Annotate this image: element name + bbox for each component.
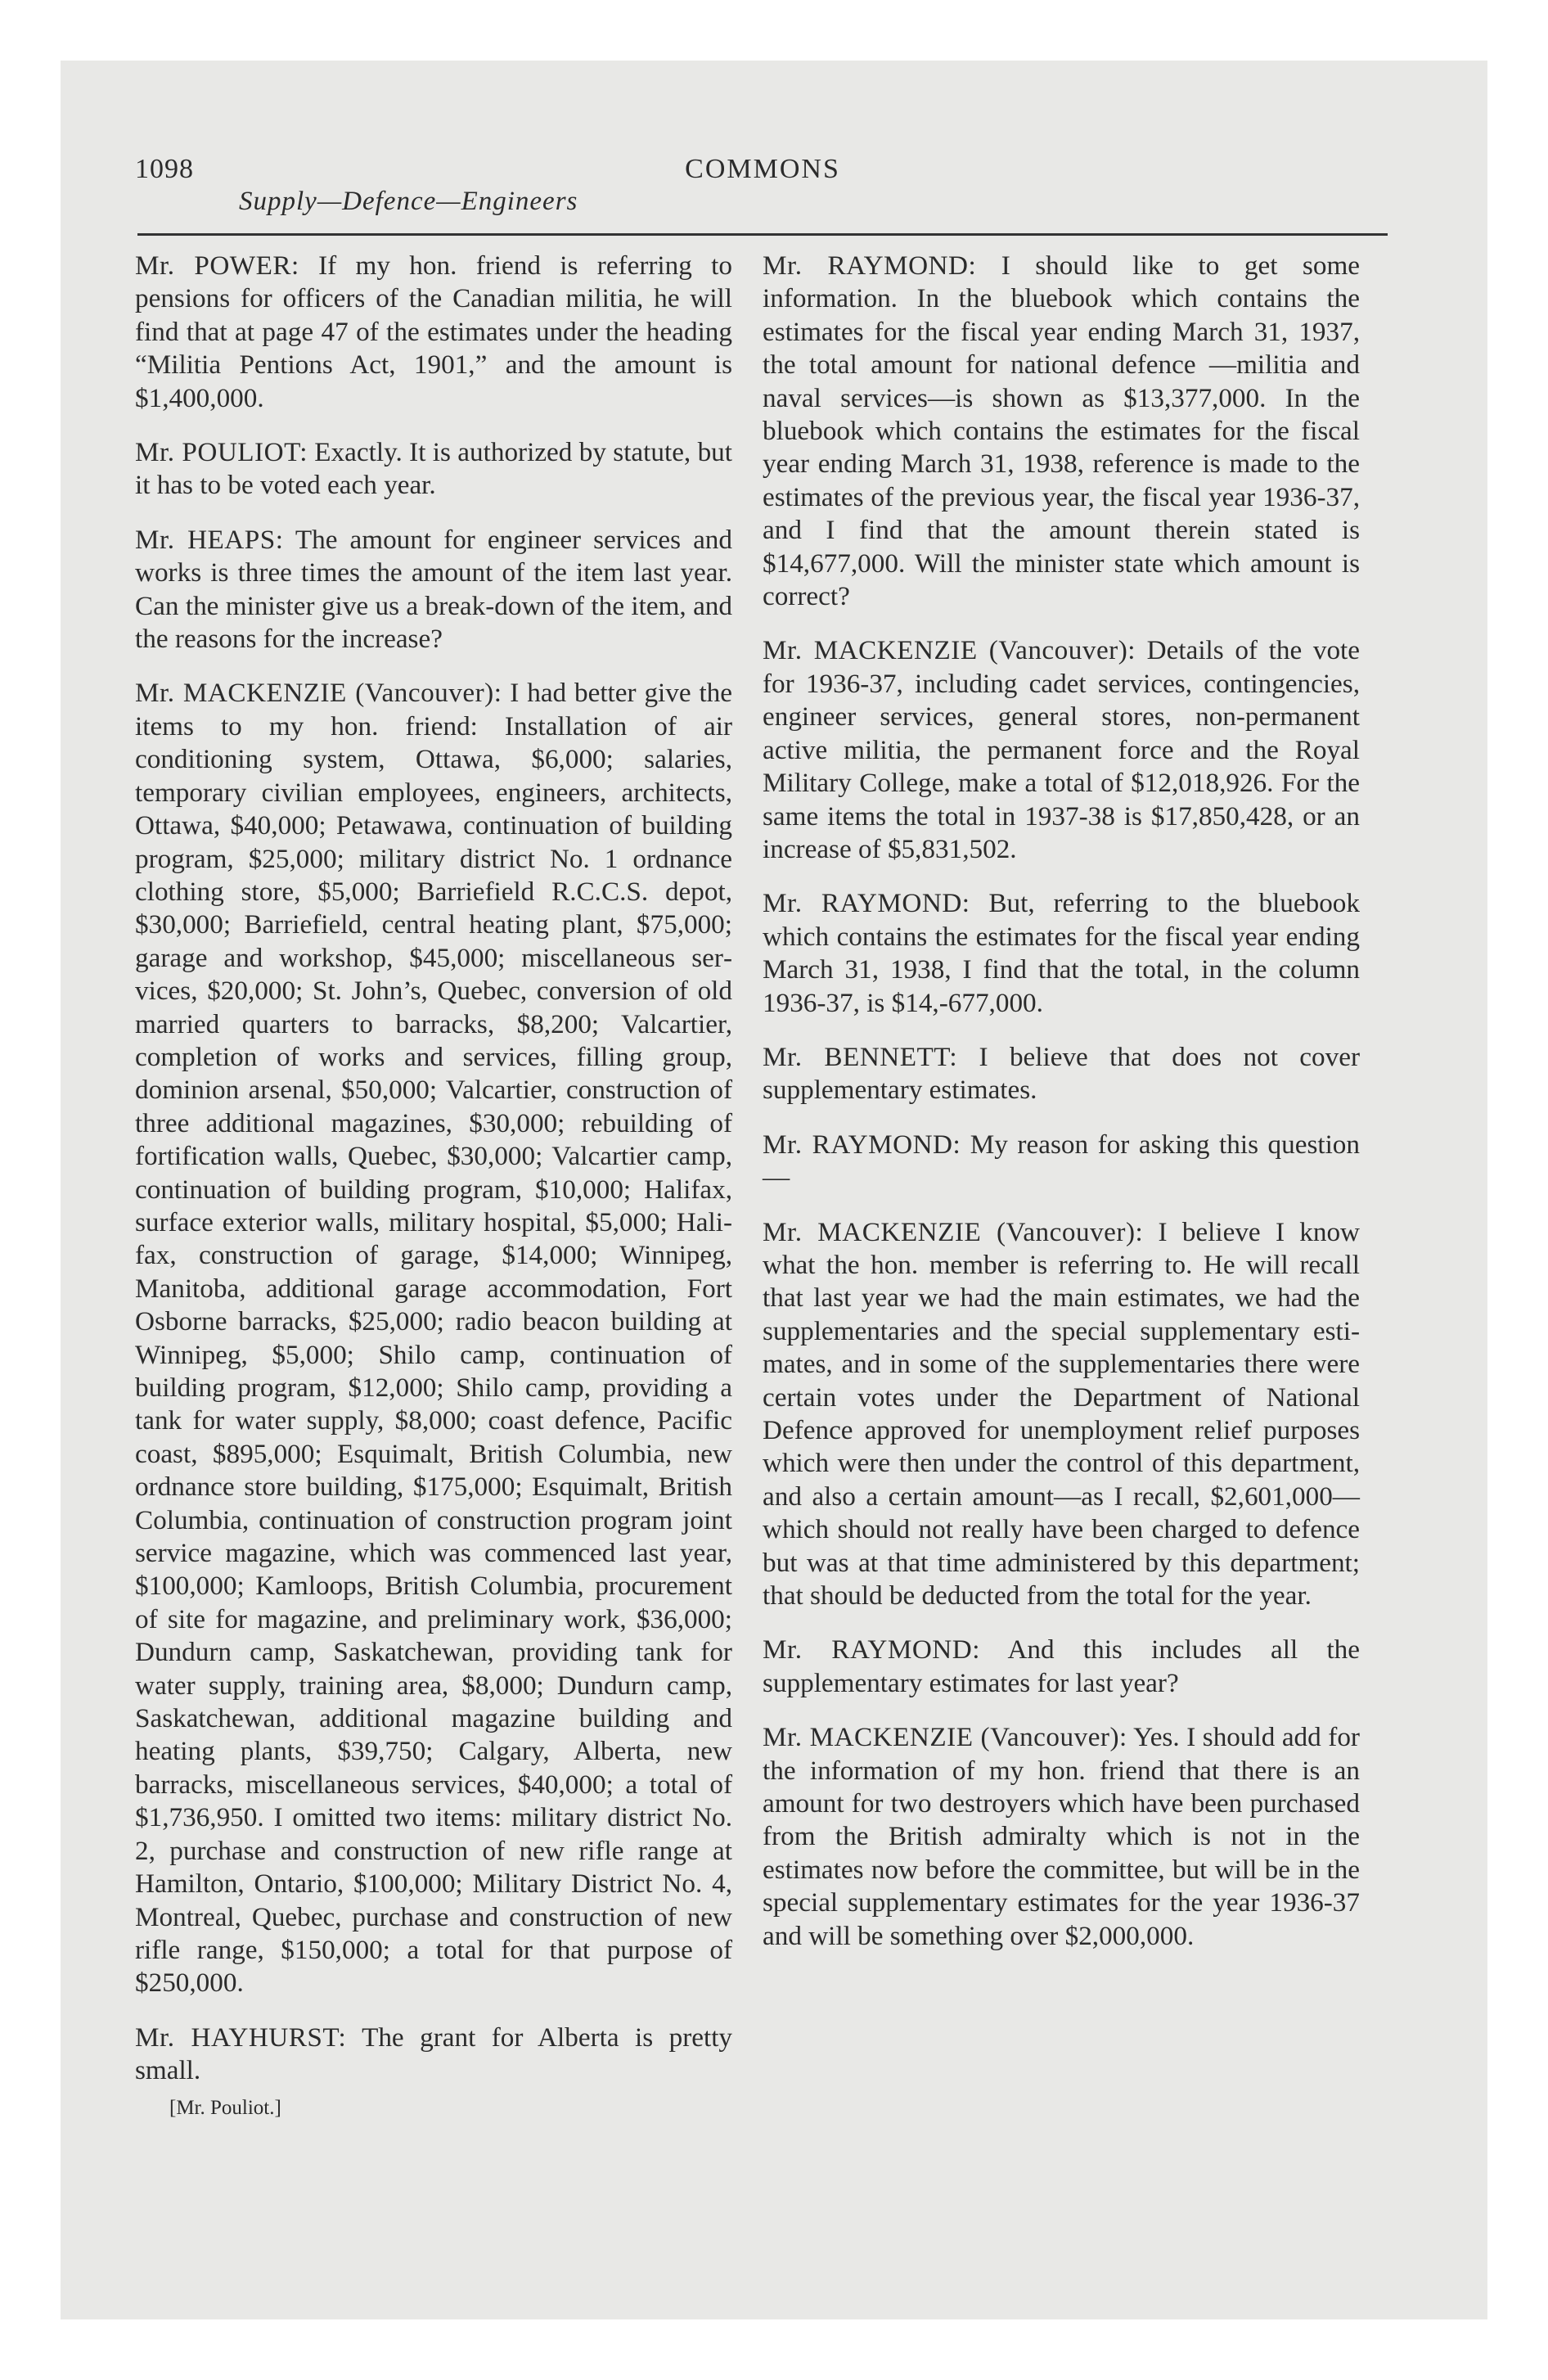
speech-text: The grant for Alberta is pretty small.	[135, 2022, 733, 2086]
speech-text: Yes. I should add for the information of my hon. friend that there is an amount for two destroyers which have been purchased from the British admiralty which is not in the estimates now before the committee, but will be in the special supplementary estimates for the year 1936-37 and will be something over $2,000,000.	[763, 1722, 1360, 1951]
speech-paragraph	[763, 634, 1360, 866]
running-title: COMMONS	[685, 154, 840, 184]
speaker-name: Mr. MACKENZIE (Vancouver):	[763, 1216, 1144, 1247]
speech-text: My reason for asking this question—	[763, 1129, 1360, 1193]
speech-text: I should like to get some information. In the bluebook which contains the estimates for the fiscal year ending March 31, 1937, the total amount for national defence —militia and naval services—is shown as $13,377,000. In the bluebook which contains the estimates for the fiscal year ending March 31, 1938, reference is made to the estimates of the previous year, the fiscal year 1936-37, and I find that the amount therein stated is $14,677,000. Will the minister state which amount is correct?	[763, 250, 1360, 612]
speaker-name: Mr. POWER:	[135, 250, 299, 281]
speaker-name: Mr. RAYMOND:	[763, 1129, 961, 1160]
speech-paragraph	[763, 887, 1360, 1020]
speech-paragraph	[763, 1216, 1360, 1613]
speech-paragraph	[763, 1721, 1360, 1953]
speech-text: I believe I know what the hon. member is referring to. He will recall that last year we had the main estimates, we had the supplementaries and the special supplementary estimates, and in some of the supplementaries there were certain votes under the Department of National Defence approved for unemployment relief purposes which were then under the control of this department, and also a certain amount—as I recall, $2,601,000— which should not really have been charged to defence but was at that time administered by this department; that should be deducted from the total for the year.	[763, 1216, 1361, 1611]
right-column	[763, 250, 1360, 1974]
speech-text: Exactly. It is authorized by statute, but it has to be voted each year.	[135, 437, 732, 501]
speaker-name: Mr. BENNETT:	[763, 1041, 958, 1072]
speaker-name: Mr. RAYMOND:	[763, 250, 977, 281]
speaker-name: Mr. MACKENZIE (Vancouver):	[763, 1722, 1127, 1753]
speech-text: Details of the vote for 1936-37, including cadet services, contingencies, engineer services, general stores, non-permanent active militia, the permanent force and the Royal Military College, make a total of $12,018,926. For the same items the total in 1937-38 is $17,850,428, or an increase of $5,831,502.	[763, 635, 1360, 864]
speaker-name: Mr. POULIOT:	[135, 437, 308, 468]
speech-paragraph	[763, 1041, 1360, 1107]
speech-paragraph	[763, 1634, 1360, 1700]
speech-text: I believe that does not cover supplementary estimates.	[763, 1041, 1361, 1106]
header-rule	[137, 233, 1388, 236]
left-column	[135, 250, 732, 2121]
speech-text: But, referring to the bluebook which contains the estimates for the fiscal year ending March 31, 1938, I find that the total, in the column 1936-37, is $14,-677,000.	[763, 888, 1360, 1018]
speech-text: And this includes all the supplementary estimates for last year?	[763, 1634, 1361, 1698]
speech-text: The amount for engineer services and works is three times the amount of the item last year. Can the minister give us a break-down of the item, and the reasons for the increase?	[135, 524, 732, 655]
speaker-name: Mr. MACKENZIE (Vancouver):	[135, 678, 502, 709]
speech-paragraph	[135, 524, 732, 656]
page-number: 1098	[135, 154, 194, 184]
speech-paragraph	[135, 2022, 732, 2088]
speech-paragraph	[135, 436, 732, 503]
speech-paragraph	[135, 250, 732, 415]
speaker-name: Mr. MACKENZIE (Vancouver):	[763, 635, 1136, 666]
speech-text: If my hon. friend is referring to pensions for officers of the Canadian militia, he will find that at page 47 of the estimates under the heading “Militia Pentions Act, 1901,” and the amount is $1,400,000.	[135, 250, 733, 413]
speaker-name: Mr. HAYHURST:	[135, 2022, 347, 2053]
section-title: Supply—Defence—Engineers	[239, 187, 578, 216]
speech-text: I had better give the items to my hon. friend: Installation of air conditioning system, Ottawa, $6,000; salaries, temporary civilian employees, engineers, architects, Ottawa, $40,000; Petawawa, continuation of building program, $25,000; military district No. 1 ordnance clothing store, $5,000; Barriefield R.C.C.S. depot, $30,000; Barriefield, central heating plant, $75,000; garage and workshop, $45,000; miscellaneous services, $20,000; St. John’s, Quebec, conversion of old married quarters to barracks, $8,200; Valcartier, completion of works and services, filling group, dominion arsenal, $50,000; Valcartier, construction of three additional magazines, $30,000; rebuilding of fortification walls, Quebec, $30,000; Valcartier camp, continuation of building program, $10,000; Halifax, surface exterior walls, military hospital, $5,000; Halifax, construction of garage, $14,000; Winnipeg, Manitoba, additional garage accommodation, Fort Osborne barracks, $25,000; radio beacon building at Winnipeg, $5,000; Shilo camp, continuation of building program, $12,000; Shilo camp, providing a tank for water supply, $8,000; coast defence, Pacific coast, $895,000; Esquimalt, British Columbia, new ordnance store building, $175,000; Esquimalt, British Columbia, continuation of construction program joint service magazine, which was commenced last year, $100,000; Kamloops, British Columbia, procurement of site for magazine, and preliminary work, $36,000; Dundurn camp, Saskatchewan, providing tank for water supply, training area, $8,000; Dundurn camp, Saskatchewan, additional magazine building and heating plants, $39,750; Calgary, Alberta, new barracks, miscellaneous services, $40,000; a total of $1,736,950. I omitted two items: military district No. 2, purchase and construction of new rifle range at Hamilton, Ontario, $100,000; Military District No. 4, Montreal, Quebec, purchase and construction of new rifle range, $150,000; a total for that purpose of $250,000.	[135, 678, 732, 1999]
speech-paragraph	[763, 1129, 1360, 1195]
speaker-name: Mr. RAYMOND:	[763, 888, 970, 919]
speech-paragraph	[763, 250, 1360, 613]
speaker-name: Mr. HEAPS:	[135, 524, 284, 555]
speech-paragraph	[135, 677, 732, 1999]
footer-reference: [Mr. Pouliot.]	[169, 2096, 281, 2119]
speaker-name: Mr. RAYMOND:	[763, 1634, 980, 1666]
